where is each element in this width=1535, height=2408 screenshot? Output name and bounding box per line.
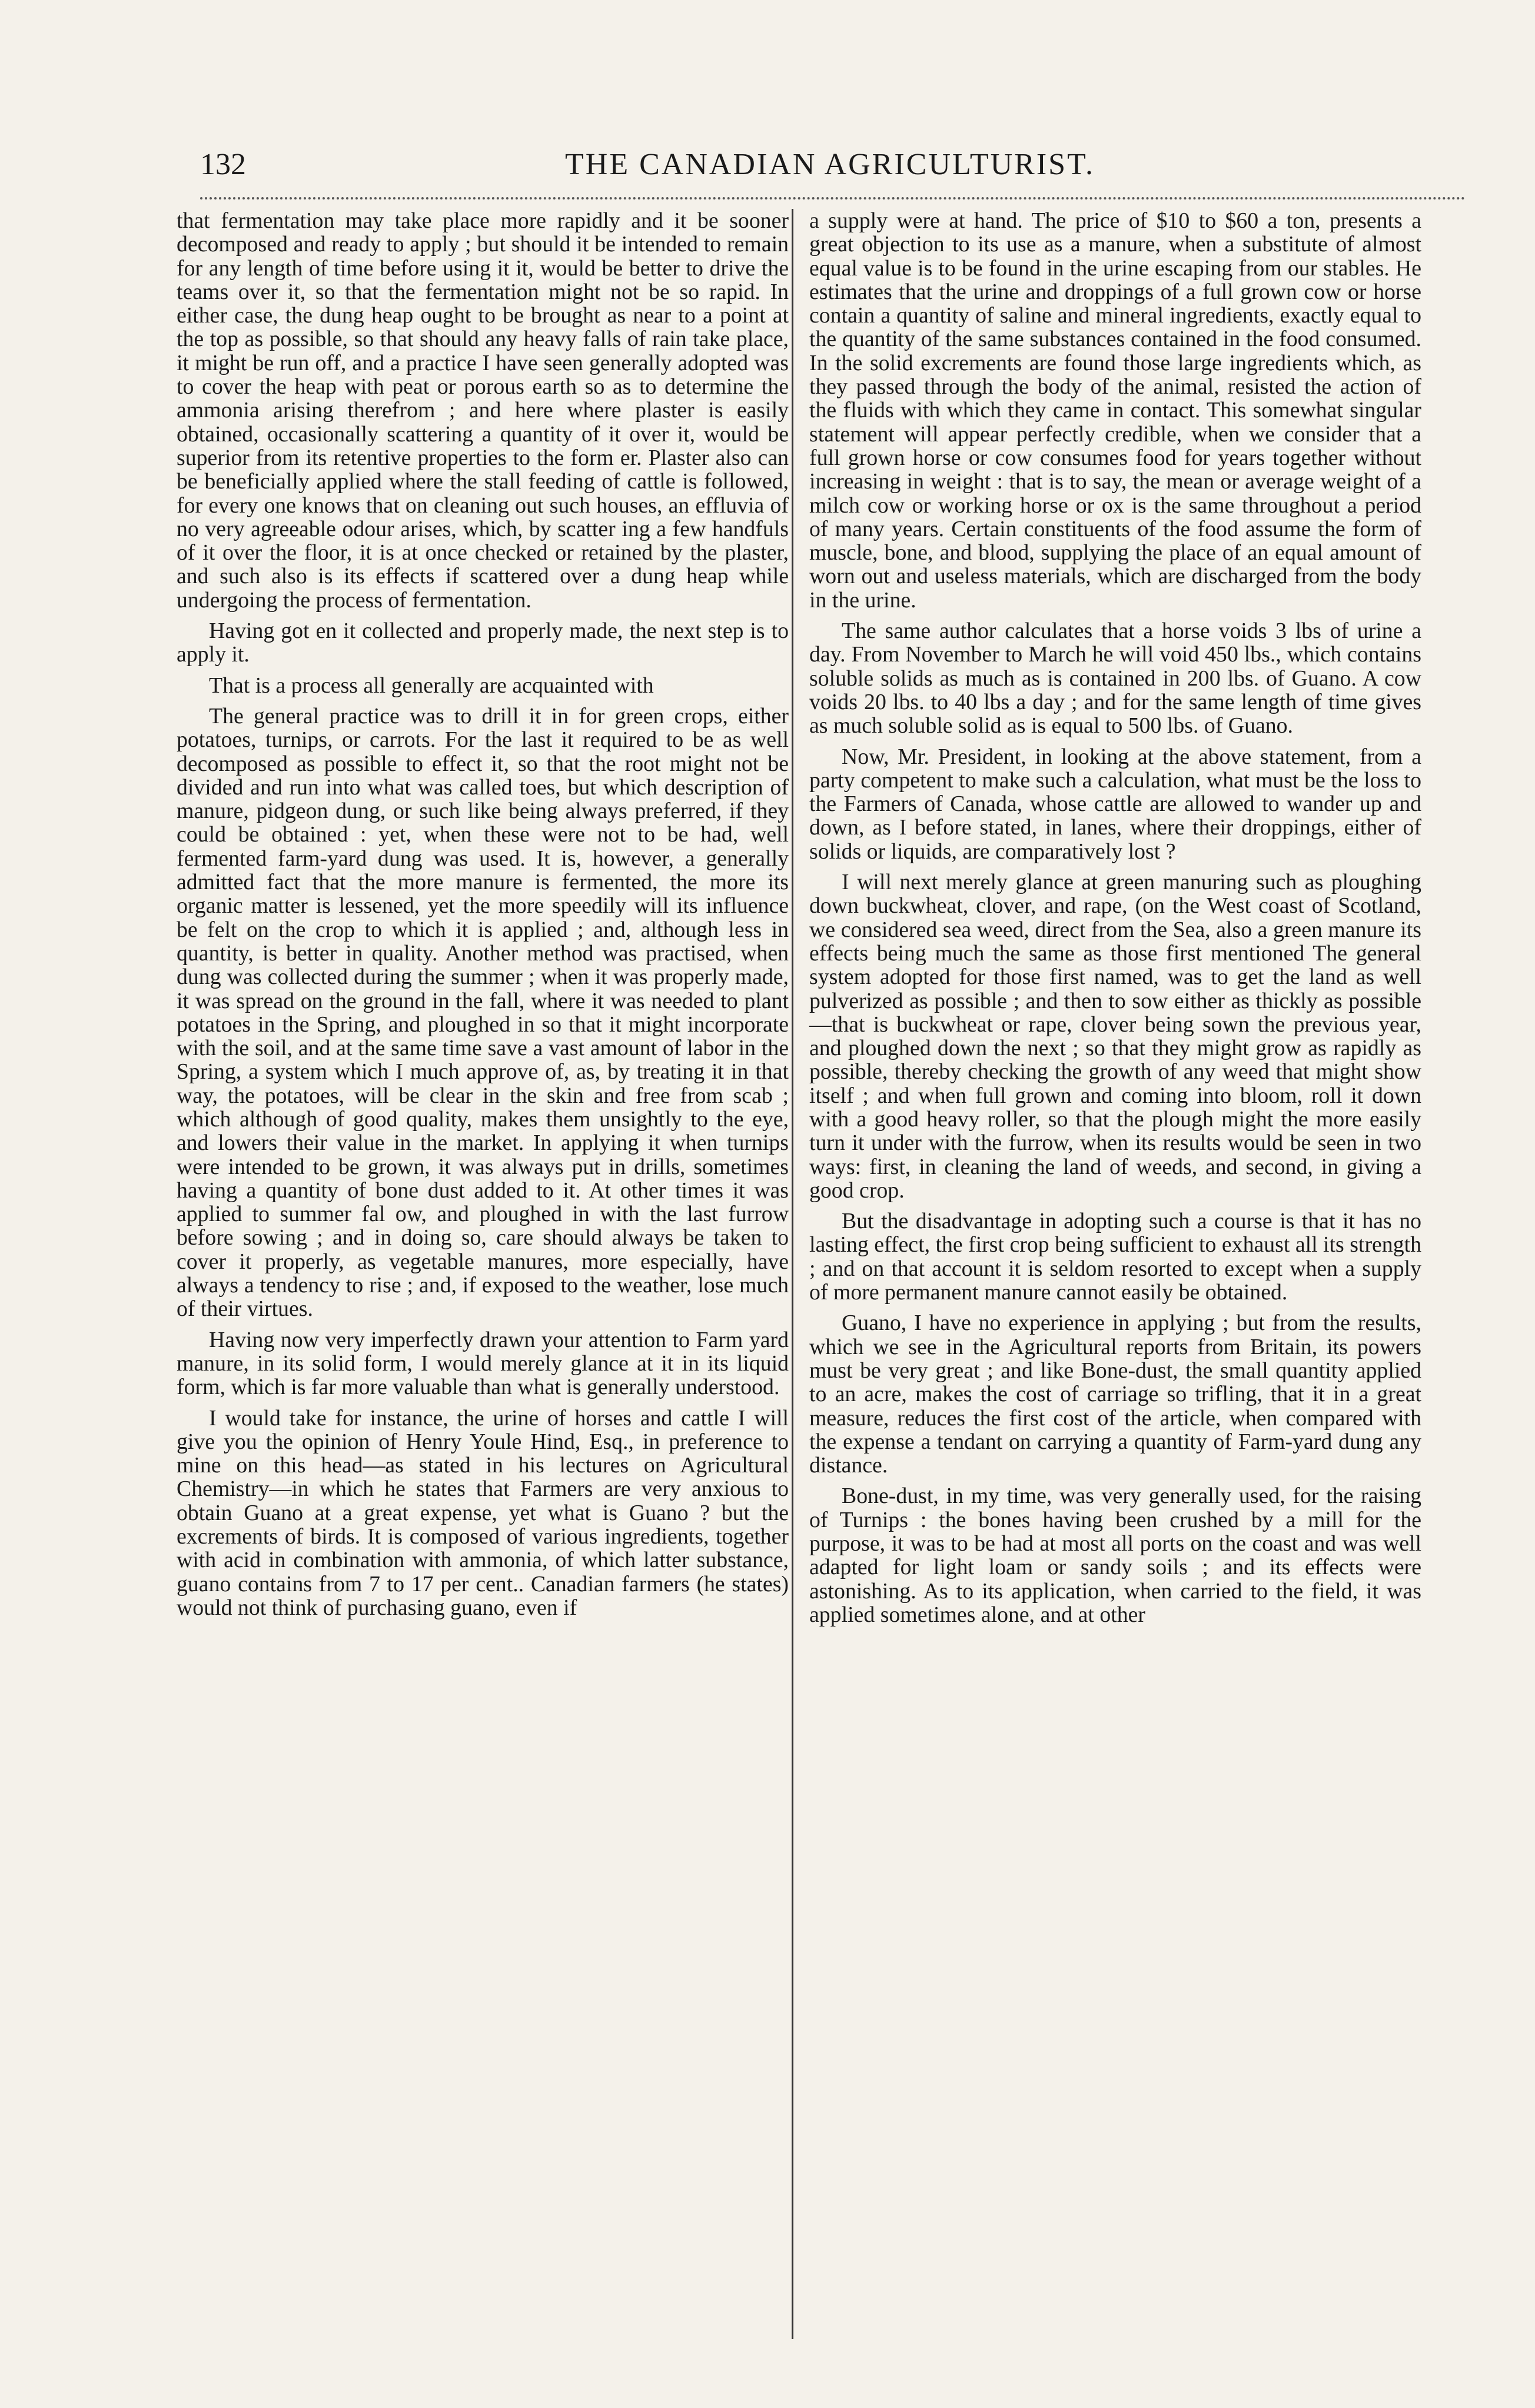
paragraph: The same author calculates that a horse voids 3 lbs of urine a day. From November to March he will void 450 lbs., which contains soluble solids as much as is contained in 200 lbs. of Guano. A cow voids 20 lbs. to 40 lbs a day ; and for the same length of time gives as much soluble solid as is equal to 500 lbs. of Guano. xyxy=(809,618,1421,739)
paragraph: Having now very imperfectly drawn your attention to Farm yard manure, in its solid form, I would merely glance at it in its liquid form, which is far more valuable than what is generally understood. xyxy=(177,1327,789,1400)
column-rule xyxy=(792,209,793,2339)
paragraph: The general practice was to drill it in for green crops, either potatoes, turnips, or carrots. For the last it required to be as well decomposed as possible to effect it, so that the root might not be divided and run into what was called toes, but which description of manure, pidgeon dung, or such like being always preferred, if they could be obtained : yet, when these were not to be had, well fermented farm-yard dung was used. It is, however, a generally admitted fact that the more manure is fermented, the more its organic matter is lessened, yet the more speedily will its influence be felt on the crop to which it is applied ; and, although less in quantity, is better in quality. Another method was practised, when dung was collected during the summer ; when it was properly made, it was spread on the ground in the fall, where it was needed to plant potatoes in the Spring, and ploughed in so that it might incorporate with the soil, and at the same time save a vast amount of labor in the Spring, a system which I much approve of, as, by treating it in that way, the potatoes, will be clear in the skin and free from scab ; which although of good quality, makes them unsightly to the eye, and lowers their value in the market. In applying it when turnips were intended to be grown, it was always put in drills, sometimes having a quantity of bone dust added to it. At other times it was applied to summer fal ow, and ploughed in with the last furrow before sowing ; and in doing so, care should always be taken to cover it properly, as vegetable manures, more especially, have always a tendency to rise ; and, if exposed to the weather, lose much of their virtues. xyxy=(177,703,789,1322)
paragraph: Now, Mr. President, in looking at the above statement, from a party competent to make such a calculation, what must be the loss to the Farmers of Canada, whose cattle are allowed to wander up and down, as I before stated, in lanes, where their droppings, either of solids or liquids, are comparatively lost ? xyxy=(809,744,1421,864)
running-title: THE CANADIAN AGRICULTURIST. xyxy=(565,148,1095,181)
paragraph: But the disadvantage in adopting such a course is that it has no lasting effect, the first crop being sufficient to exhaust all its strength ; and on that account it is seldom resorted to except when a supply of more permanent manure cannot easily be obtained. xyxy=(809,1209,1421,1305)
page-header xyxy=(200,147,1466,188)
paragraph: Having got en it collected and properly made, the next step is to apply it. xyxy=(177,618,789,667)
paragraph: a supply were at hand. The price of $10 to $60 a ton, presents a great objection to its use as a manure, when a substitute of almost equal value is to be found in the urine escaping from our stables. He estimates that the urine and droppings of a full grown cow or horse contain a quantity of saline and mineral ingredients, exactly equal to the quantity of the same substances contained in the food consumed. In the solid excrements are found those large ingredients which, as they passed through the body of the animal, resisted the action of the fluids with which they came in contact. This somewhat singular statement will appear perfectly credible, when we consider that a full grown horse or cow consumes food for years together without increasing in weight : that is to say, the mean or average weight of a milch cow or working horse or ox is the same throughout a period of many years. Certain constituents of the food assume the form of muscle, bone, and blood, supplying the place of an equal amount of worn out and useless materials, which are discharged from the body in the urine. xyxy=(809,208,1421,613)
paragraph: That is a process all generally are acquainted with xyxy=(209,673,654,698)
paragraph: Guano, I have no experience in applying ; but from the results, which we see in the Agricultural reports from Britain, its powers must be very great ; and like Bone-dust, the small quantity applied to an acre, makes the cost of carriage so trifling, that it in a great measure, reduces the first cost of the article, when compared with the expense a tendant on carrying a quantity of Farm-yard dung any distance. xyxy=(809,1311,1421,1478)
paragraph: Bone-dust, in my time, was very generally used, for the raising of Turnips : the bones having been crushed by a mill for the purpose, it was to be had at most all ports on the coast and was well adapted for light loam or sandy soils ; and its effects were astonishing. As to its application, when carried to the field, it was applied sometimes alone, and at other xyxy=(809,1484,1421,1627)
paragraph: that fermentation may take place more rapidly and it be sooner decomposed and ready to apply ; but should it be intended to remain for any length of time before using it it, would be better to drive the teams over it, so that the fermentation might not be so rapid. In either case, the dung heap ought to be brought as near to a point at the top as possible, so that should any heavy falls of rain take place, it might be run off, and a practice I have seen generally adopted was to cover the heap with peat or porous earth so as to determine the ammonia arising therefrom ; and here where plaster is easily obtained, occasionally scattering a quantity of it over it, would be superior from its retentive properties to the form er. Plaster also can be beneficially applied where the stall feeding of cattle is followed, for every one knows that on cleaning out such houses, an effluvia of no very agreeable odour arises, which, by scatter ing a few handfuls of it over the floor, it is at once checked or retained by the plaster, and such also is its effects if scattered over a dung heap while undergoing the process of fermentation. xyxy=(177,208,789,613)
right-column xyxy=(809,209,1421,1634)
page-number: 132 xyxy=(200,148,246,181)
header-rule xyxy=(200,197,1466,199)
paragraph: I would take for instance, the urine of horses and cattle I will give you the opinion of Henry Youle Hind, Esq., in preference to mine on this head—as stated in his lectures on Agricultural Chemistry—in which he states that Farmers are very anxious to obtain Guano at a great expense, yet what is Guano ? but the excrements of birds. It is composed of various ingredients, together with acid in combination with ammonia, of which latter substance, guano contains from 7 to 17 per cent.. Canadian farmers (he states) would not think of purchasing guano, even if xyxy=(177,1405,789,1620)
left-column xyxy=(177,209,789,1627)
paragraph: I will next merely glance at green manuring such as ploughing down buckwheat, clover, and rape, (on the West coast of Scotland, we considered sea weed, direct from the Sea, also a green manure its effects being much the same as those first mentioned The general system adopted for those first named, was to get the land as well pulverized as possible ; and then to sow either as thickly as possible—that is buckwheat or rape, clover being sown the previous year, and ploughed down the next ; so that they might grow as rapidly as possible, thereby checking the growth of any weed that might show itself ; and when full grown and coming into bloom, roll it down with a good heavy roller, so that the plough might the more easily turn it under with the furrow, when its results would be seen in two ways: first, in cleaning the land of weeds, and second, in giving a good crop. xyxy=(809,870,1421,1203)
